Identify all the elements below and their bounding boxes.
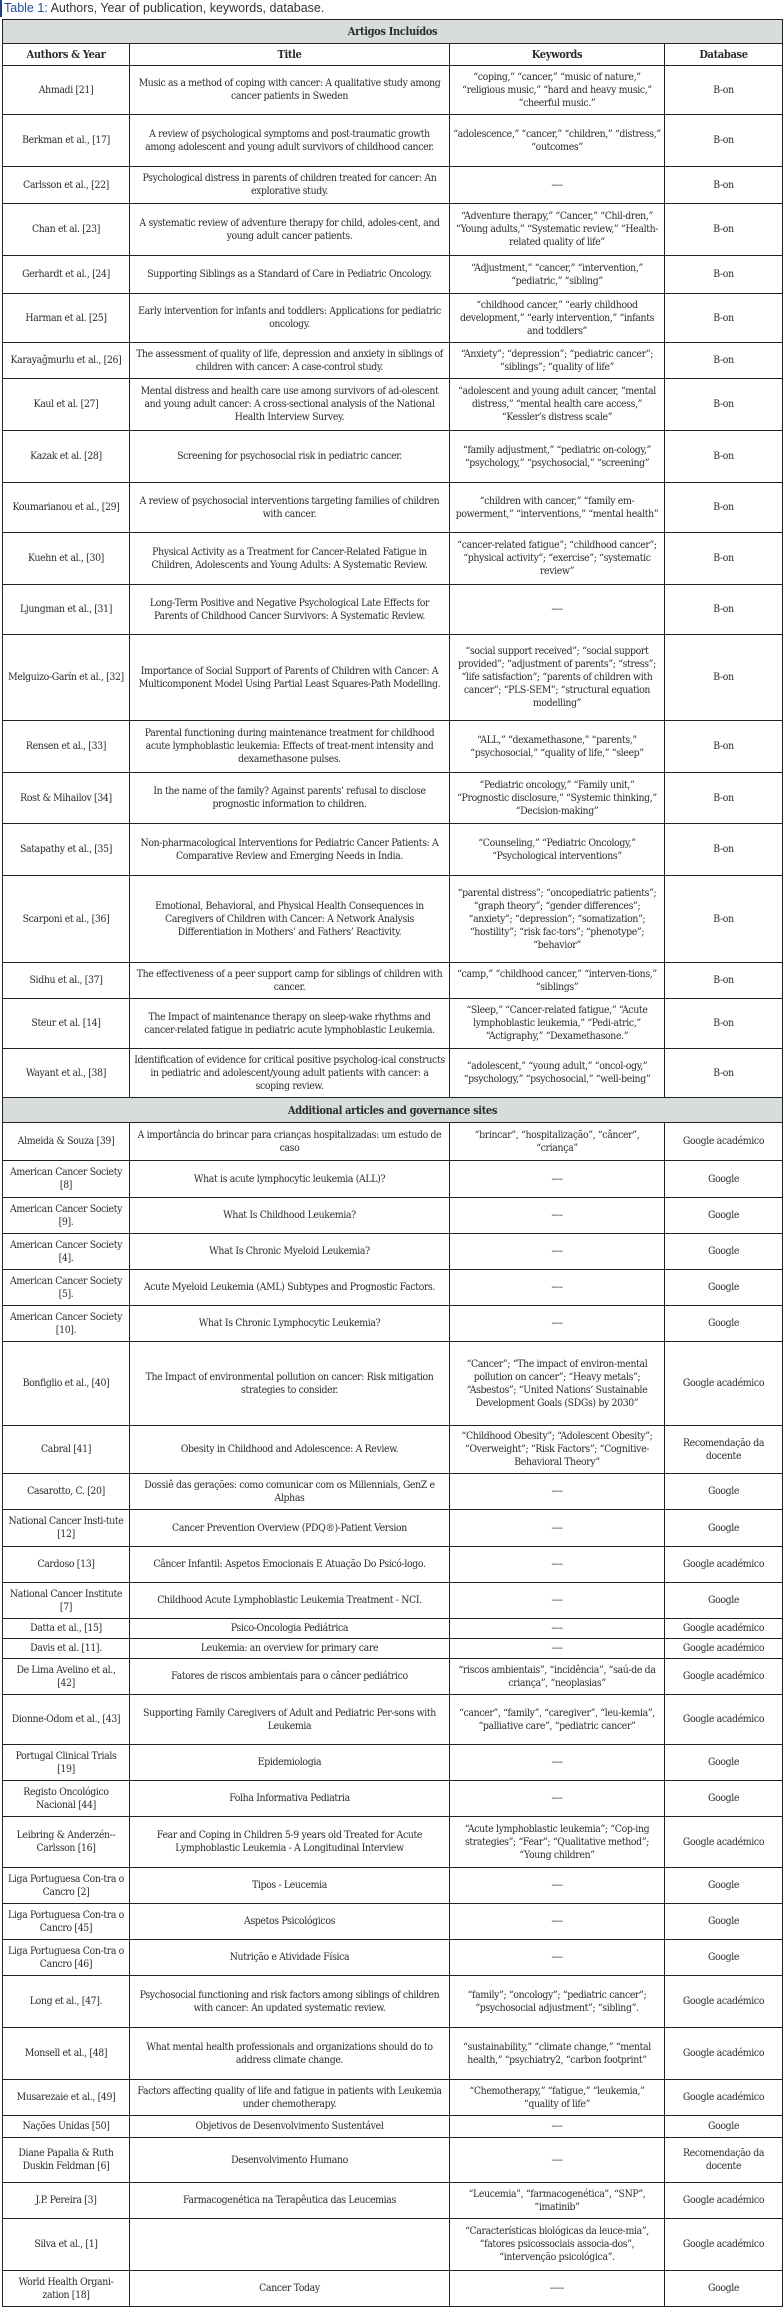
database-cell: Google académico	[665, 1342, 783, 1426]
title-cell: Supporting Family Caregivers of Adult and Pediatric Per-sons with Leukemia	[130, 1695, 450, 1745]
table-row	[3, 1976, 783, 2028]
table-row	[3, 1049, 783, 1098]
author-cell: Melguizo-Garín et al., [32]	[3, 635, 130, 721]
keywords-cell: “sustainability,” “climate change,” “mental health,” “psychiatry2, “carbon footprint”	[450, 2028, 665, 2080]
database-cell: B-on	[665, 343, 783, 379]
author-cell: Steur et al. [14]	[3, 999, 130, 1049]
table-row	[3, 2028, 783, 2080]
keywords-cell: ----	[450, 1745, 665, 1781]
database-cell: Google	[665, 1904, 783, 1940]
table-row	[3, 343, 783, 379]
database-cell: Google	[665, 2271, 783, 2307]
title-cell: The effectiveness of a peer support camp for siblings of children with cancer.	[130, 963, 450, 999]
keywords-cell: ----	[450, 167, 665, 204]
title-cell	[130, 2219, 450, 2271]
author-cell: Diane Papalia & Ruth Duskin Feldman [6]	[3, 2138, 130, 2183]
table-row	[3, 431, 783, 483]
database-cell: Google	[665, 1868, 783, 1904]
author-cell: Portugal Clinical Trials [19]	[3, 1745, 130, 1781]
table-row	[3, 2183, 783, 2219]
column-header-keywords: Keywords	[450, 44, 665, 66]
author-cell: Ahmadi [21]	[3, 66, 130, 115]
table-row	[3, 167, 783, 204]
title-cell: Music as a method of coping with cancer: A qualitative study among cancer patients in Sweden	[130, 66, 450, 115]
title-cell: Cancer Prevention Overview (PDQ®)-Patient Version	[130, 1510, 450, 1547]
title-cell: Folha Informativa Pediatria	[130, 1781, 450, 1817]
table-row	[3, 1547, 783, 1583]
database-cell: Google académico	[665, 1695, 783, 1745]
title-cell: Farmacogenética na Terapêutica das Leucemias	[130, 2183, 450, 2219]
author-cell: Monsell et al., [48]	[3, 2028, 130, 2080]
database-cell: Google académico	[665, 1976, 783, 2028]
author-cell: Harman et al. [25]	[3, 294, 130, 343]
author-cell: Berkman et al., [17]	[3, 115, 130, 167]
title-cell: What mental health professionals and organizations should do to address climate change.	[130, 2028, 450, 2080]
table-row	[3, 1940, 783, 1976]
database-cell: Google	[665, 1270, 783, 1306]
keywords-cell: ----	[450, 585, 665, 635]
column-header-title: Title	[130, 44, 450, 66]
title-cell: A importância do brincar para crianças hospitalizadas: um estudo de caso	[130, 1123, 450, 1161]
title-cell: Leukemia: an overview for primary care	[130, 1639, 450, 1659]
database-cell: Google académico	[665, 2080, 783, 2116]
author-cell: Koumarianou et al., [29]	[3, 483, 130, 533]
author-cell: Rensen et al., [33]	[3, 721, 130, 773]
database-cell: Google	[665, 1474, 783, 1510]
table-row	[3, 999, 783, 1049]
author-cell: Rost & Mihailov [34]	[3, 773, 130, 824]
keywords-cell: ----	[450, 1234, 665, 1270]
author-cell: Cardoso [13]	[3, 1547, 130, 1583]
title-cell: The Impact of environmental pollution on cancer: Risk mitigation strategies to consider.	[130, 1342, 450, 1426]
author-cell: Carlsson et al., [22]	[3, 167, 130, 204]
database-cell: Google académico	[665, 1659, 783, 1695]
database-cell: Google	[665, 1781, 783, 1817]
database-cell: Google	[665, 1198, 783, 1234]
author-cell: Liga Portuguesa Con-tra o Cancro [46]	[3, 1940, 130, 1976]
author-cell: Datta et al., [15]	[3, 1619, 130, 1639]
keywords-cell: ----	[450, 1547, 665, 1583]
title-cell: Tipos - Leucemia	[130, 1868, 450, 1904]
table-row	[3, 721, 783, 773]
table-row	[3, 2080, 783, 2116]
title-cell: Parental functioning during maintenance treatment for childhood acute lymphoblastic leukemia: Effects of treat-ment intensity and dexamethasone pulses.	[130, 721, 450, 773]
database-cell: Google académico	[665, 1817, 783, 1868]
table-row	[3, 483, 783, 533]
keywords-cell: ----	[450, 1868, 665, 1904]
table-row	[3, 1426, 783, 1474]
title-cell: Obesity in Childhood and Adolescence: A Review.	[130, 1426, 450, 1474]
keywords-cell: “coping,” “cancer,” “music of nature,” “religious music,” “hard and heavy music,” “cheerful music.”	[450, 66, 665, 115]
author-cell: Kaul et al. [27]	[3, 379, 130, 431]
title-cell: Nutrição e Atividade Física	[130, 1940, 450, 1976]
title-cell: Psychological distress in parents of children treated for cancer: An explorative study.	[130, 167, 450, 204]
title-cell: Acute Myeloid Leukemia (AML) Subtypes and Prognostic Factors.	[130, 1270, 450, 1306]
keywords-cell: “Cancer”; “The impact of environ-mental pollution on cancer”; “Heavy metals”; “Asbestos”; “United Nations’ Sustainable Development Goals (SDGs) by 2030”	[450, 1342, 665, 1426]
author-cell: Silva et al., [1]	[3, 2219, 130, 2271]
table-body	[3, 20, 783, 2307]
database-cell: B-on	[665, 167, 783, 204]
keywords-cell: ----	[450, 1161, 665, 1198]
table-row	[3, 635, 783, 721]
keywords-cell: “Adjustment,” “cancer,” “intervention,” “pediatric,” “sibling”	[450, 256, 665, 294]
title-cell: What Is Chronic Myeloid Leukemia?	[130, 1234, 450, 1270]
title-cell: Supporting Siblings as a Standard of Care in Pediatric Oncology.	[130, 256, 450, 294]
caption-text: Authors, Year of publication, keywords, database.	[47, 1, 325, 15]
keywords-cell: “childhood cancer,” “early childhood development,” “early intervention,” “infants and toddlers”	[450, 294, 665, 343]
table-row	[3, 824, 783, 876]
title-cell: Fear and Coping in Children 5-9 years old Treated for Acute Lymphoblastic Leukemia - A Longitudinal Interview	[130, 1817, 450, 1868]
keywords-cell: -----	[450, 2271, 665, 2307]
title-cell: Câncer Infantil: Aspetos Emocionais E Atuação Do Psicó-logo.	[130, 1547, 450, 1583]
keywords-cell: “Pediatric oncology,” “Family unit,” “Prognostic disclosure,” “Systemic thinking,” “Decision-making”	[450, 773, 665, 824]
database-cell: Google académico	[665, 2183, 783, 2219]
database-cell: B-on	[665, 379, 783, 431]
author-cell: Kazak et al. [28]	[3, 431, 130, 483]
keywords-cell: “Chemotherapy,” “fatigue,” “leukemia,” “quality of life”	[450, 2080, 665, 2116]
keywords-cell: “Childhood Obesity”; “Adolescent Obesity”; “Overweight”; “Risk Factors”; “Cognitive-Behavioral Theory”	[450, 1426, 665, 1474]
table-row	[3, 1781, 783, 1817]
title-cell: The Impact of maintenance therapy on sleep-wake rhythms and cancer-related fatigue in pediatric acute lymphoblastic Leukemia.	[130, 999, 450, 1049]
database-cell: B-on	[665, 204, 783, 256]
table-row	[3, 1639, 783, 1659]
title-cell: Epidemiologia	[130, 1745, 450, 1781]
keywords-cell: ----	[450, 1583, 665, 1619]
database-cell: Google académico	[665, 2219, 783, 2271]
table-row	[3, 1123, 783, 1161]
author-cell: Sidhu et al., [37]	[3, 963, 130, 999]
table-row	[3, 963, 783, 999]
table-row	[3, 379, 783, 431]
author-cell: Gerhardt et al., [24]	[3, 256, 130, 294]
author-cell: Karayağmurlu et al., [26]	[3, 343, 130, 379]
database-cell: Google académico	[665, 2028, 783, 2080]
database-cell: B-on	[665, 721, 783, 773]
keywords-cell: ----	[450, 1619, 665, 1639]
database-cell: B-on	[665, 773, 783, 824]
title-cell: Childhood Acute Lymphoblastic Leukemia Treatment - NCI.	[130, 1583, 450, 1619]
literature-table	[2, 19, 783, 2307]
database-cell: B-on	[665, 999, 783, 1049]
title-cell: Emotional, Behavioral, and Physical Health Consequences in Caregivers of Children with Cancer: A Network Analysis Differentiation in Mothers’ and Fathers’ Reactivity.	[130, 876, 450, 963]
keywords-cell: “Anxiety”; “depression”; “pediatric cancer”; “siblings”; “quality of life”	[450, 343, 665, 379]
keywords-cell: “Características biológicas da leuce-mia”, “fatores psicossociais associa-dos”, “intervenção psicológica”.	[450, 2219, 665, 2271]
author-cell: De Lima Avelino et al., [42]	[3, 1659, 130, 1695]
author-cell: American Cancer Society [9].	[3, 1198, 130, 1234]
author-cell: Long et al., [47].	[3, 1976, 130, 2028]
keywords-cell: “cancer-related fatigue”; “childhood cancer”; “physical activity”; “exercise”; “systematic review”	[450, 533, 665, 585]
author-cell: Leibring & Anderzén--Carlsson [16]	[3, 1817, 130, 1868]
table-row	[3, 256, 783, 294]
database-cell: Google	[665, 1745, 783, 1781]
author-cell: American Cancer Society [8]	[3, 1161, 130, 1198]
table-row	[3, 1817, 783, 1868]
database-cell: Google académico	[665, 1123, 783, 1161]
author-cell: Cabral [41]	[3, 1426, 130, 1474]
database-cell: Google académico	[665, 1619, 783, 1639]
database-cell: B-on	[665, 431, 783, 483]
table-row	[3, 2219, 783, 2271]
database-cell: B-on	[665, 635, 783, 721]
author-cell: J.P. Pereira [3]	[3, 2183, 130, 2219]
keywords-cell: “Sleep,” “Cancer-related fatigue,” “Acute lymphoblastic leukemia,” “Pedi-atric,” “Actigraphy,” “Dexamethasone.”	[450, 999, 665, 1049]
keywords-cell: ----	[450, 2116, 665, 2138]
table-row	[3, 204, 783, 256]
database-cell: B-on	[665, 963, 783, 999]
database-cell: Google	[665, 1583, 783, 1619]
author-cell: Liga Portuguesa Con-tra o Cancro [2]	[3, 1868, 130, 1904]
title-cell: What Is Chronic Lymphocytic Leukemia?	[130, 1306, 450, 1342]
database-cell: Google	[665, 1306, 783, 1342]
table-row	[3, 2116, 783, 2138]
author-cell: Scarponi et al., [36]	[3, 876, 130, 963]
table-row	[3, 1510, 783, 1547]
database-cell: B-on	[665, 115, 783, 167]
title-cell: Dossiê das gerações: como comunicar com os Millennials, GenZ e Alphas	[130, 1474, 450, 1510]
title-cell: Importance of Social Support of Parents of Children with Cancer: A Multicomponent Model Using Partial Least Squares-Path Modelling.	[130, 635, 450, 721]
table-row	[3, 1306, 783, 1342]
title-cell: Long-Term Positive and Negative Psychological Late Effects for Parents of Childhood Cancer Survivors: A Systematic Review.	[130, 585, 450, 635]
keywords-cell: “adolescent and young adult cancer, “mental distress,” “mental health care access,” “Kessler’s distress scale”	[450, 379, 665, 431]
database-cell: B-on	[665, 585, 783, 635]
title-cell: The assessment of quality of life, depression and anxiety in siblings of children with cancer: A case-control study.	[130, 343, 450, 379]
author-cell: Bonfiglio et al., [40]	[3, 1342, 130, 1426]
table-row	[3, 773, 783, 824]
author-cell: National Cancer Institute [7]	[3, 1583, 130, 1619]
database-cell: Recomendação da docente	[665, 1426, 783, 1474]
database-cell: B-on	[665, 824, 783, 876]
database-cell: B-on	[665, 256, 783, 294]
author-cell: Davis et al. [11].	[3, 1639, 130, 1659]
keywords-cell: “cancer”, “family”, “caregiver”, “leu-kemia”, “palliative care”, “pediatric cancer”	[450, 1695, 665, 1745]
table-row	[3, 1745, 783, 1781]
database-cell: Google académico	[665, 1639, 783, 1659]
title-cell: Aspetos Psicológicos	[130, 1904, 450, 1940]
title-cell: Early intervention for infants and toddlers: Applications for pediatric oncology.	[130, 294, 450, 343]
keywords-cell: ----	[450, 1639, 665, 1659]
table-row	[3, 1342, 783, 1426]
database-cell: Recomendação da docente	[665, 2138, 783, 2183]
section-header-row	[3, 20, 783, 44]
title-cell: Desenvolvimento Humano	[130, 2138, 450, 2183]
title-cell: Fatores de riscos ambientais para o câncer pediátrico	[130, 1659, 450, 1695]
table-row	[3, 1234, 783, 1270]
title-cell: Factors affecting quality of life and fatigue in patients with Leukemia under chemotherapy.	[130, 2080, 450, 2116]
keywords-cell: “family adjustment,” “pediatric on-cology,” “psychology,” “psychosocial,” “screening”	[450, 431, 665, 483]
keywords-cell: ----	[450, 2138, 665, 2183]
database-cell: Google	[665, 1161, 783, 1198]
author-cell: Musarezaie et al., [49]	[3, 2080, 130, 2116]
author-cell: Wayant et al., [38]	[3, 1049, 130, 1098]
database-cell: B-on	[665, 66, 783, 115]
database-cell: B-on	[665, 483, 783, 533]
author-cell: Kuehn et al., [30]	[3, 533, 130, 585]
title-cell: Objetivos de Desenvolvimento Sustentável	[130, 2116, 450, 2138]
title-cell: In the name of the family? Against parents’ refusal to disclose prognostic information to children.	[130, 773, 450, 824]
table-row	[3, 2138, 783, 2183]
table-row	[3, 1659, 783, 1695]
database-cell: B-on	[665, 533, 783, 585]
author-cell: World Health Organi-zation [18]	[3, 2271, 130, 2307]
title-cell: Mental distress and health care use among survivors of ad-olescent and young adult cancer: A cross-sectional analysis of the National Health Interview Survey.	[130, 379, 450, 431]
keywords-cell: “family”; “oncology”; “pediatric cancer”; “psychosocial adjustment”; “sibling”.	[450, 1976, 665, 2028]
author-cell: Chan et al. [23]	[3, 204, 130, 256]
table-row	[3, 1695, 783, 1745]
author-cell: Satapathy et al., [35]	[3, 824, 130, 876]
table-row	[3, 115, 783, 167]
keywords-cell: ----	[450, 1510, 665, 1547]
table-row	[3, 1198, 783, 1234]
keywords-cell: “camp,” “childhood cancer,” “interven-tions,” “siblings”	[450, 963, 665, 999]
keywords-cell: ----	[450, 1904, 665, 1940]
section-title: Additional articles and governance sites	[3, 1098, 783, 1123]
title-cell: Identification of evidence for critical positive psycholog-ical constructs in pediatric and adolescent/young adult patients with cancer: a scoping review.	[130, 1049, 450, 1098]
author-cell: American Cancer Society [5].	[3, 1270, 130, 1306]
title-cell: What is acute lymphocytic leukemia (ALL)?	[130, 1161, 450, 1198]
keywords-cell: ----	[450, 1270, 665, 1306]
author-cell: Almeida & Souza [39]	[3, 1123, 130, 1161]
title-cell: Screening for psychosocial risk in pediatric cancer.	[130, 431, 450, 483]
table-row	[3, 585, 783, 635]
author-cell: American Cancer Society [4].	[3, 1234, 130, 1270]
title-cell: Cancer Today	[130, 2271, 450, 2307]
title-cell: A review of psychosocial interventions targeting families of children with cancer.	[130, 483, 450, 533]
table-row	[3, 533, 783, 585]
caption-label: Table 1:	[4, 1, 48, 15]
table-row	[3, 1904, 783, 1940]
table-row	[3, 2271, 783, 2307]
section-title: Artigos Incluídos	[3, 20, 783, 44]
title-cell: Psychosocial functioning and risk factors among siblings of children with cancer: An updated systematic review.	[130, 1976, 450, 2028]
title-cell: What Is Childhood Leukemia?	[130, 1198, 450, 1234]
keywords-cell: “adolescent,” “young adult,” “oncol-ogy,” “psychology,” “psychosocial,” “well-being”	[450, 1049, 665, 1098]
table-row	[3, 66, 783, 115]
column-header-database: Database	[665, 44, 783, 66]
keywords-cell: ----	[450, 1198, 665, 1234]
keywords-cell: “Acute lymphoblastic leukemia”; “Cop-ing strategies”; “Fear”; “Qualitative method”; “Young children”	[450, 1817, 665, 1868]
database-cell: Google	[665, 1510, 783, 1547]
table-caption	[0, 0, 783, 17]
keywords-cell: “social support received”; “social support provided”; “adjustment of parents”; “stress”; “life satisfaction”; “parents of children with cancer”; “PLS-SEM”; “structural equation modelling”	[450, 635, 665, 721]
database-cell: B-on	[665, 876, 783, 963]
keywords-cell: “brincar”, “hospitalização”, “câncer”, “criança”	[450, 1123, 665, 1161]
keywords-cell: “Leucemia”, “farmacogenética”, “SNP”, “imatinib”	[450, 2183, 665, 2219]
table-row	[3, 1583, 783, 1619]
table-row	[3, 294, 783, 343]
title-cell: A systematic review of adventure therapy for child, adoles-cent, and young adult cancer patients.	[130, 204, 450, 256]
keywords-cell: “adolescence,” “cancer,” “children,” “distress,” “outcomes”	[450, 115, 665, 167]
section-header-row	[3, 1098, 783, 1123]
keywords-cell: “Adventure therapy,” “Cancer,” “Chil-dren,” “Young adults,” “Systematic review,” “Health-related quality of life”	[450, 204, 665, 256]
column-header-row	[3, 44, 783, 66]
keywords-cell: ----	[450, 1474, 665, 1510]
title-cell: A review of psychological symptoms and post-traumatic growth among adolescent and young adult survivors of childhood cancer.	[130, 115, 450, 167]
database-cell: Google	[665, 2116, 783, 2138]
table-row	[3, 876, 783, 963]
database-cell: Google	[665, 1940, 783, 1976]
title-cell: Non-pharmacological Interventions for Pediatric Cancer Patients: A Comparative Review and Emerging Needs in India.	[130, 824, 450, 876]
keywords-cell: ----	[450, 1940, 665, 1976]
database-cell: Google académico	[665, 1547, 783, 1583]
keywords-cell: “children with cancer,” “family em-powerment,” “interventions,” “mental health”	[450, 483, 665, 533]
author-cell: Liga Portuguesa Con-tra o Cancro [45]	[3, 1904, 130, 1940]
table-row	[3, 1270, 783, 1306]
author-cell: Casarotto, C. [20]	[3, 1474, 130, 1510]
author-cell: American Cancer Society [10].	[3, 1306, 130, 1342]
title-cell: Psico-Oncologia Pediátrica	[130, 1619, 450, 1639]
keywords-cell: “parental distress”; “oncopediatric patients”; “graph theory”; “gender differences”; “anxiety”; “depression”; “somatization”; “hostility”; “risk fac-tors”; “phenotype”; “behavior”	[450, 876, 665, 963]
keywords-cell: ----	[450, 1781, 665, 1817]
author-cell: Ljungman et al., [31]	[3, 585, 130, 635]
keywords-cell: ----	[450, 1306, 665, 1342]
keywords-cell: “riscos ambientais”, “incidência”, “saú-de da criança”, “neoplasias”	[450, 1659, 665, 1695]
table-row	[3, 1619, 783, 1639]
column-header-authors: Authors & Year	[3, 44, 130, 66]
table-row	[3, 1161, 783, 1198]
database-cell: B-on	[665, 1049, 783, 1098]
author-cell: Nações Unidas [50]	[3, 2116, 130, 2138]
keywords-cell: “ALL,” “dexamethasone,” “parents,” “psychosocial,” “quality of life,” “sleep”	[450, 721, 665, 773]
title-cell: Physical Activity as a Treatment for Cancer-Related Fatigue in Children, Adolescents and Young Adults: A Systematic Review.	[130, 533, 450, 585]
author-cell: National Cancer Insti-tute [12]	[3, 1510, 130, 1547]
database-cell: Google	[665, 1234, 783, 1270]
keywords-cell: “Counseling,” “Pediatric Oncology,” “Psychological interventions”	[450, 824, 665, 876]
table-row	[3, 1868, 783, 1904]
database-cell: B-on	[665, 294, 783, 343]
table-row	[3, 1474, 783, 1510]
author-cell: Dionne-Odom et al., [43]	[3, 1695, 130, 1745]
author-cell: Registo Oncológico Nacional [44]	[3, 1781, 130, 1817]
